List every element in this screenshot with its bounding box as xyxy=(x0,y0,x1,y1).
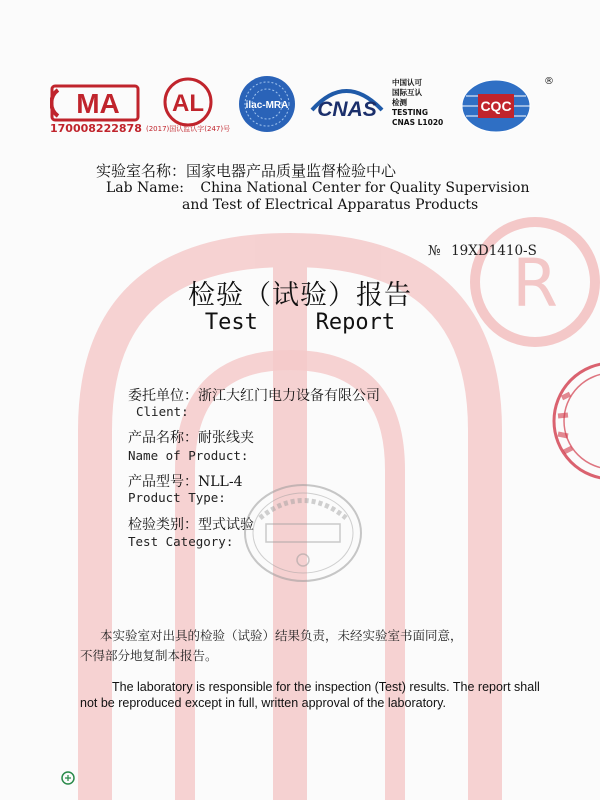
cma-number: 170008222878 xyxy=(50,122,142,135)
field-test-category-value: 型式试验 xyxy=(198,517,254,533)
lab-name-en-line1: China National Center for Quality Supervision xyxy=(200,180,530,196)
field-product-type-label-en: Product Type: xyxy=(128,490,226,505)
field-product-name-label-en: Name of Product: xyxy=(128,448,249,463)
cma-logo-text: MA xyxy=(76,88,120,119)
field-test-category xyxy=(128,514,254,534)
official-stamp xyxy=(238,478,368,588)
cnas-line-4: TESTING xyxy=(392,108,428,117)
report-title-cn: 检验（试验）报告 xyxy=(188,280,412,311)
field-client xyxy=(128,385,380,405)
notice-cn-line1: 本实验室对出具的检验（试验）结果负责，未经实验室书面同意， xyxy=(100,628,463,643)
notice-en-line1: The laboratory is responsible for the inspection (Test) results. The report shall xyxy=(112,680,540,694)
report-title-en-text: Test Report xyxy=(204,310,396,335)
red-stamp xyxy=(544,358,600,484)
svg-text:R: R xyxy=(512,245,558,322)
field-product-type-label: 产品型号： xyxy=(128,474,198,490)
cqc-logo-text: CQC xyxy=(480,98,512,114)
ilac-logo-text: ilac-MRA xyxy=(245,100,289,111)
cnas-line-5: CNAS L1020 xyxy=(392,118,444,127)
field-product-name-value: 耐张线夹 xyxy=(198,430,254,446)
lab-name-en-line2: and Test of Electrical Apparatus Products xyxy=(182,197,479,213)
lab-name-en xyxy=(106,180,529,196)
field-product-name-label: 产品名称： xyxy=(128,430,198,446)
report-number-value: 19XD1410-S xyxy=(451,243,537,259)
lab-name-cn xyxy=(96,160,396,181)
field-test-category-label: 检验类别： xyxy=(128,517,198,533)
accreditation-logos xyxy=(0,70,600,150)
cal-logo xyxy=(158,76,218,128)
notice-en-line2: not be reproduced except in full, written approval of the laboratory. xyxy=(80,696,446,710)
field-product-type-value: NLL-4 xyxy=(198,474,243,490)
lab-name-en-label: Lab Name: xyxy=(106,180,184,196)
registered-mark: ® xyxy=(544,76,554,87)
field-client-label-en: Client: xyxy=(136,404,189,419)
field-client-value: 浙江大红门电力设备有限公司 xyxy=(198,388,380,404)
lab-name-cn-label: 实验室名称： xyxy=(96,162,187,180)
cnas-line-3: 检测 xyxy=(392,98,407,107)
cnas-logo-text: CNAS xyxy=(317,98,377,121)
cnas-line-1: 中国认可 xyxy=(392,78,422,87)
cal-caption: (2017)国认监认字(247)号 xyxy=(146,125,231,133)
cnas-line-2: 国际互认 xyxy=(392,88,422,97)
field-client-label: 委托单位： xyxy=(128,388,198,404)
field-product-type xyxy=(128,471,242,491)
ilac-mra-logo xyxy=(232,74,302,134)
lab-name-cn-value: 国家电器产品质量监督检验中心 xyxy=(186,162,397,180)
cnas-side-text xyxy=(392,78,443,128)
cqc-logo xyxy=(458,74,538,136)
report-number-prefix: № xyxy=(428,243,441,259)
report-title-en xyxy=(0,310,600,335)
field-test-category-label-en: Test Category: xyxy=(128,534,234,549)
field-product-name xyxy=(128,427,254,447)
notice-cn-line2: 不得部分地复制本报告。 xyxy=(80,648,218,663)
cnas-logo xyxy=(308,80,386,130)
small-seal-icon xyxy=(60,770,76,786)
cal-logo-text: AL xyxy=(172,90,204,117)
report-number xyxy=(428,243,537,259)
